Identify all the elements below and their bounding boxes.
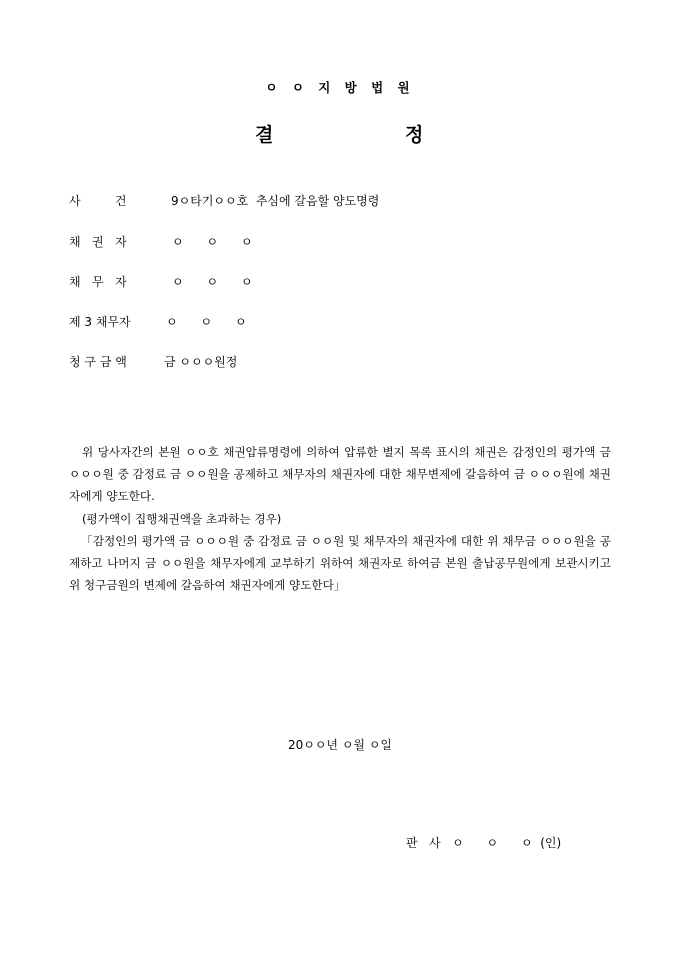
body-paragraph-condition: (평가액이 집행채권액을 초과하는 경우) [82,511,282,526]
creditor-value: ㅇ ㅇ ㅇ [172,235,253,249]
document-title-second-char: 정 [405,124,424,146]
third-debtor-label: 제 3 채무자 [69,315,131,329]
debtor-label: 채 무 자 [69,275,127,289]
claim-amount-label: 청 구 금 액 [69,355,127,369]
third-debtor-value: ㅇ ㅇ ㅇ [166,315,247,329]
case-value: 9ㅇ타기ㅇㅇ호 추심에 갈음할 양도명령 [171,194,380,208]
court-name: ㅇ ㅇ 지 방 법 원 [265,80,415,95]
decision-date: 20ㅇㅇ년 ㅇ월 ㅇ일 [287,738,393,752]
judge-signature: 판 사 ㅇ ㅇ ㅇ (인) [406,836,562,850]
body-paragraph-main: 위 당사자간의 본원 ㅇㅇ호 채권압류명령에 의하여 압류한 별지 목록 표시의 채권은 감정인의 평가액 금 ㅇㅇㅇ원 중 감정료 금 ㅇㅇ원을 공제하고 채무자의 채권자에 대한 채무변제에 갈음하여 금 ㅇㅇㅇ원에 채권자에게 양도한다. [69,445,611,504]
claim-amount-value: 금 ㅇㅇㅇ원정 [164,355,238,369]
document-title-first-char: 결 [255,124,274,146]
decision-body [69,441,611,596]
case-label: 사 건 [69,194,127,208]
body-paragraph-alternative: 「감정인의 평가액 금 ㅇㅇㅇ원 중 감정료 금 ㅇㅇ원 및 채무자의 채권자에 대한 위 채무금 ㅇㅇㅇ원을 공제하고 나머지 금 ㅇㅇ원을 채무자에게 교부하기 위하여 채권자로 하여금 본원 출납공무원에게 보관시키고 위 청구금원의 변제에 갈음하여 채권자에게 양도한다」 [69,533,611,593]
creditor-label: 채 권 자 [69,235,127,249]
debtor-value: ㅇ ㅇ ㅇ [172,275,253,289]
